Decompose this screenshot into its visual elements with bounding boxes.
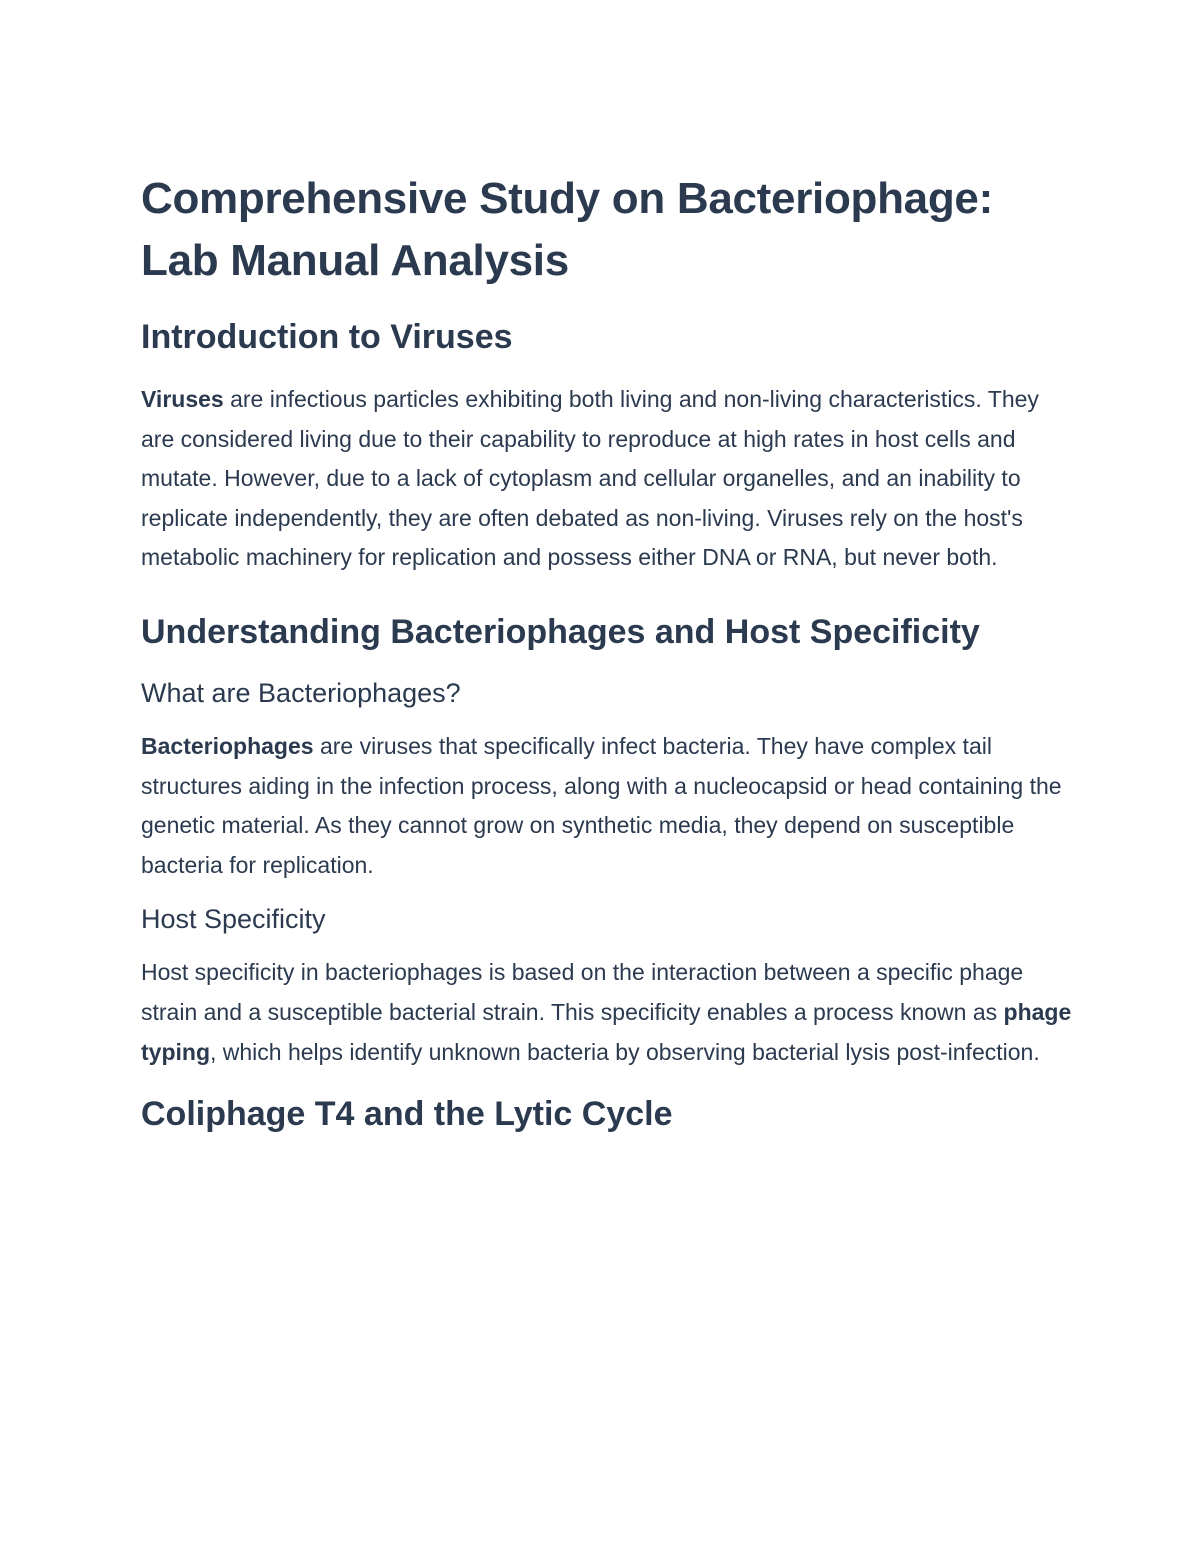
section-heading-coliphage-t4: Coliphage T4 and the Lytic Cycle — [141, 1095, 673, 1134]
paragraph-viruses — [141, 380, 1076, 578]
paragraph-host-text-after: , which helps identify unknown bacteria by observing bacterial lysis post-infection. — [210, 1038, 1040, 1065]
document-page — [141, 168, 1076, 1155]
bold-term-viruses: Viruses — [141, 386, 224, 412]
bold-term-bacteriophages: Bacteriophages — [141, 732, 314, 759]
paragraph-bacteriophages-text: are viruses that specifically infect bacteria. They have complex tail structures aiding in the infection process, along with a nucleocapsid or head containing the genetic material. As they cannot grow on synthetic media, they depend on susceptible bacteria for replication. — [141, 732, 1062, 878]
section-heading-introduction: Introduction to Viruses — [141, 318, 513, 356]
paragraph-bacteriophages — [141, 727, 1076, 885]
bold-term-phage-typing: phage typing — [141, 998, 1072, 1065]
subheading-what-are-bacteriophages: What are Bacteriophages? — [141, 677, 461, 708]
document-title: Comprehensive Study on Bacteriophage: Lab Manual Analysis — [141, 174, 993, 285]
subheading-host-specificity: Host Specificity — [141, 904, 326, 935]
paragraph-host-specificity — [141, 953, 1076, 1072]
section-heading-bacteriophages: Understanding Bacteriophages and Host Specificity — [141, 612, 980, 651]
paragraph-viruses-text: are infectious particles exhibiting both living and non-living characteristics. They are considered living due to their capability to reproduce at high rates in host cells and mutate. However, due to a lack of cytoplasm and cellular organelles, and an inability to replicate independently, they are often debated as non-living. Viruses rely on the host's metabolic machinery for replication and possess either DNA or RNA, but never both. — [141, 386, 1039, 571]
paragraph-host-text-before: Host specificity in bacteriophages is based on the interaction between a specific phage strain and a susceptible bacterial strain. This specificity enables a process known as — [141, 959, 1024, 1025]
